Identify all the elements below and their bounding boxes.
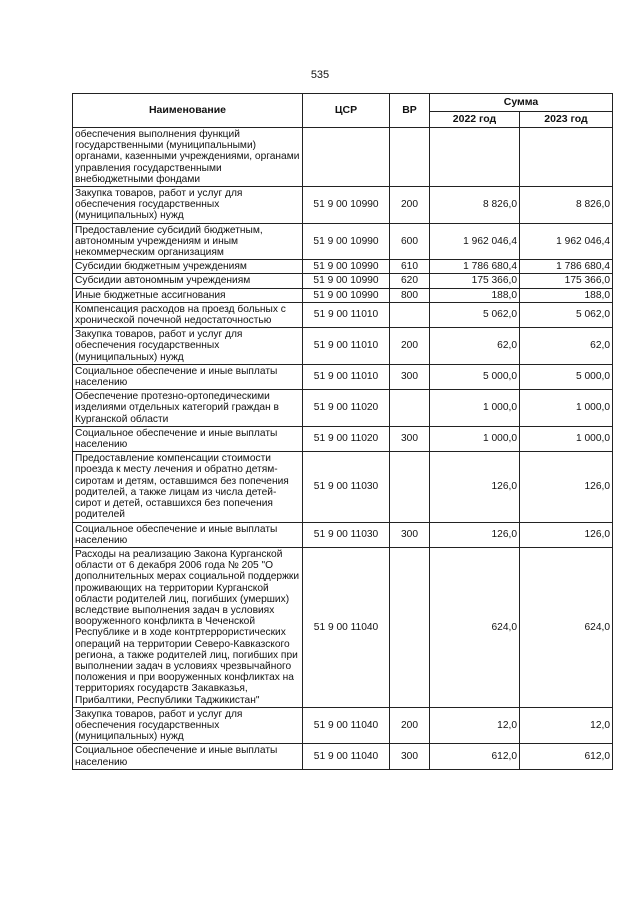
header-vr: ВР [390, 94, 430, 128]
table-row [73, 452, 613, 522]
table-row [73, 223, 613, 260]
table-row [73, 707, 613, 744]
header-name: Наименование [73, 94, 303, 128]
row-csr: 51 9 00 11040 [303, 547, 390, 707]
row-csr: 51 9 00 11020 [303, 426, 390, 451]
row-vr: 800 [390, 288, 430, 302]
table-row [73, 390, 613, 427]
row-sum-2022: 1 000,0 [430, 390, 520, 427]
row-vr [390, 452, 430, 522]
row-sum-2023: 8 826,0 [520, 187, 613, 224]
table-row [73, 260, 613, 274]
row-sum-2022: 1 000,0 [430, 426, 520, 451]
row-sum-2022: 62,0 [430, 328, 520, 365]
row-sum-2022: 188,0 [430, 288, 520, 302]
table-row [73, 744, 613, 769]
row-csr: 51 9 00 11030 [303, 452, 390, 522]
row-sum-2023: 1 000,0 [520, 426, 613, 451]
row-name: обеспечения выполнения функций государственными (муниципальными) органами, казенными учреждениями, органами управления государственными внебюджетными фондами [73, 128, 303, 187]
row-vr: 620 [390, 274, 430, 288]
row-sum-2022: 12,0 [430, 707, 520, 744]
row-vr: 300 [390, 426, 430, 451]
table-row [73, 128, 613, 187]
row-sum-2023: 1 962 046,4 [520, 223, 613, 260]
row-vr: 200 [390, 707, 430, 744]
row-sum-2023: 188,0 [520, 288, 613, 302]
table-row [73, 547, 613, 707]
row-sum-2022: 1 962 046,4 [430, 223, 520, 260]
row-vr: 300 [390, 522, 430, 547]
row-csr: 51 9 00 11030 [303, 522, 390, 547]
table-row [73, 274, 613, 288]
row-vr: 600 [390, 223, 430, 260]
row-name: Обеспечение протезно-ортопедическими изделиями отдельных категорий граждан в Курганской области [73, 390, 303, 427]
row-sum-2022 [430, 128, 520, 187]
row-name: Социальное обеспечение и иные выплаты населению [73, 364, 303, 389]
row-name: Компенсация расходов на проезд больных с хронической почечной недостаточностью [73, 302, 303, 327]
table-row [73, 522, 613, 547]
row-sum-2022: 1 786 680,4 [430, 260, 520, 274]
row-name: Социальное обеспечение и иные выплаты населению [73, 522, 303, 547]
row-sum-2023: 126,0 [520, 522, 613, 547]
row-csr: 51 9 00 10990 [303, 274, 390, 288]
row-sum-2023: 12,0 [520, 707, 613, 744]
row-name: Субсидии автономным учреждениям [73, 274, 303, 288]
row-name: Субсидии бюджетным учреждениям [73, 260, 303, 274]
row-sum-2023: 5 062,0 [520, 302, 613, 327]
header-csr: ЦСР [303, 94, 390, 128]
header-year-2022: 2022 год [430, 112, 520, 128]
row-vr [390, 128, 430, 187]
row-csr: 51 9 00 11010 [303, 364, 390, 389]
row-csr: 51 9 00 10990 [303, 223, 390, 260]
header-sum: Сумма [430, 94, 613, 112]
row-vr [390, 547, 430, 707]
page-number: 535 [310, 69, 330, 81]
row-sum-2022: 126,0 [430, 522, 520, 547]
header-year-2023: 2023 год [520, 112, 613, 128]
row-sum-2022: 624,0 [430, 547, 520, 707]
row-vr: 610 [390, 260, 430, 274]
row-name: Иные бюджетные ассигнования [73, 288, 303, 302]
row-sum-2023: 62,0 [520, 328, 613, 365]
row-csr [303, 128, 390, 187]
table-row [73, 426, 613, 451]
row-sum-2022: 612,0 [430, 744, 520, 769]
table-row [73, 364, 613, 389]
row-name: Социальное обеспечение и иные выплаты населению [73, 744, 303, 769]
row-name: Предоставление компенсации стоимости проезда к месту лечения и обратно детям-сиротам и детям, оставшимся без попечения родителей, а также лицам из числа детей-сирот и детей, оставшихся без попечения родителей [73, 452, 303, 522]
table-row [73, 288, 613, 302]
row-vr: 300 [390, 744, 430, 769]
row-vr [390, 390, 430, 427]
row-sum-2023: 126,0 [520, 452, 613, 522]
row-sum-2022: 126,0 [430, 452, 520, 522]
row-name: Закупка товаров, работ и услуг для обеспечения государственных (муниципальных) нужд [73, 707, 303, 744]
row-csr: 51 9 00 11020 [303, 390, 390, 427]
row-vr: 200 [390, 328, 430, 365]
row-csr: 51 9 00 10990 [303, 288, 390, 302]
table-row [73, 187, 613, 224]
row-sum-2022: 5 000,0 [430, 364, 520, 389]
row-name: Социальное обеспечение и иные выплаты населению [73, 426, 303, 451]
row-sum-2023: 1 000,0 [520, 390, 613, 427]
table-row [73, 328, 613, 365]
row-name: Закупка товаров, работ и услуг для обеспечения государственных (муниципальных) нужд [73, 187, 303, 224]
row-sum-2022: 8 826,0 [430, 187, 520, 224]
row-csr: 51 9 00 10990 [303, 187, 390, 224]
row-vr: 300 [390, 364, 430, 389]
row-name: Предоставление субсидий бюджетным, автономным учреждениям и иным некоммерческим организациям [73, 223, 303, 260]
row-name: Расходы на реализацию Закона Курганской области от 6 декабря 2006 года № 205 "О дополнительных мерах социальной поддержки проживающих на территории Курганской области родителей лиц, погибших (умерших) вследствие выполнения задач в условиях вооруженного конфликта в Чеченской Республике и в ходе контртеррористических операций на территории Северо-Кавказского региона, а также родителей лиц, погибших при выполнении задач в условиях чрезвычайного положения и при вооруженных конфликтах на территориях государств Закавказья, Прибалтики, Республики Таджикистан" [73, 547, 303, 707]
budget-table [72, 93, 613, 770]
table-row [73, 302, 613, 327]
row-sum-2023: 624,0 [520, 547, 613, 707]
row-csr: 51 9 00 11040 [303, 707, 390, 744]
row-csr: 51 9 00 11010 [303, 328, 390, 365]
row-sum-2023: 1 786 680,4 [520, 260, 613, 274]
row-vr: 200 [390, 187, 430, 224]
row-sum-2023: 5 000,0 [520, 364, 613, 389]
row-sum-2022: 5 062,0 [430, 302, 520, 327]
row-sum-2023 [520, 128, 613, 187]
row-csr: 51 9 00 11010 [303, 302, 390, 327]
row-name: Закупка товаров, работ и услуг для обеспечения государственных (муниципальных) нужд [73, 328, 303, 365]
row-vr [390, 302, 430, 327]
row-sum-2022: 175 366,0 [430, 274, 520, 288]
row-sum-2023: 612,0 [520, 744, 613, 769]
row-csr: 51 9 00 10990 [303, 260, 390, 274]
row-sum-2023: 175 366,0 [520, 274, 613, 288]
row-csr: 51 9 00 11040 [303, 744, 390, 769]
